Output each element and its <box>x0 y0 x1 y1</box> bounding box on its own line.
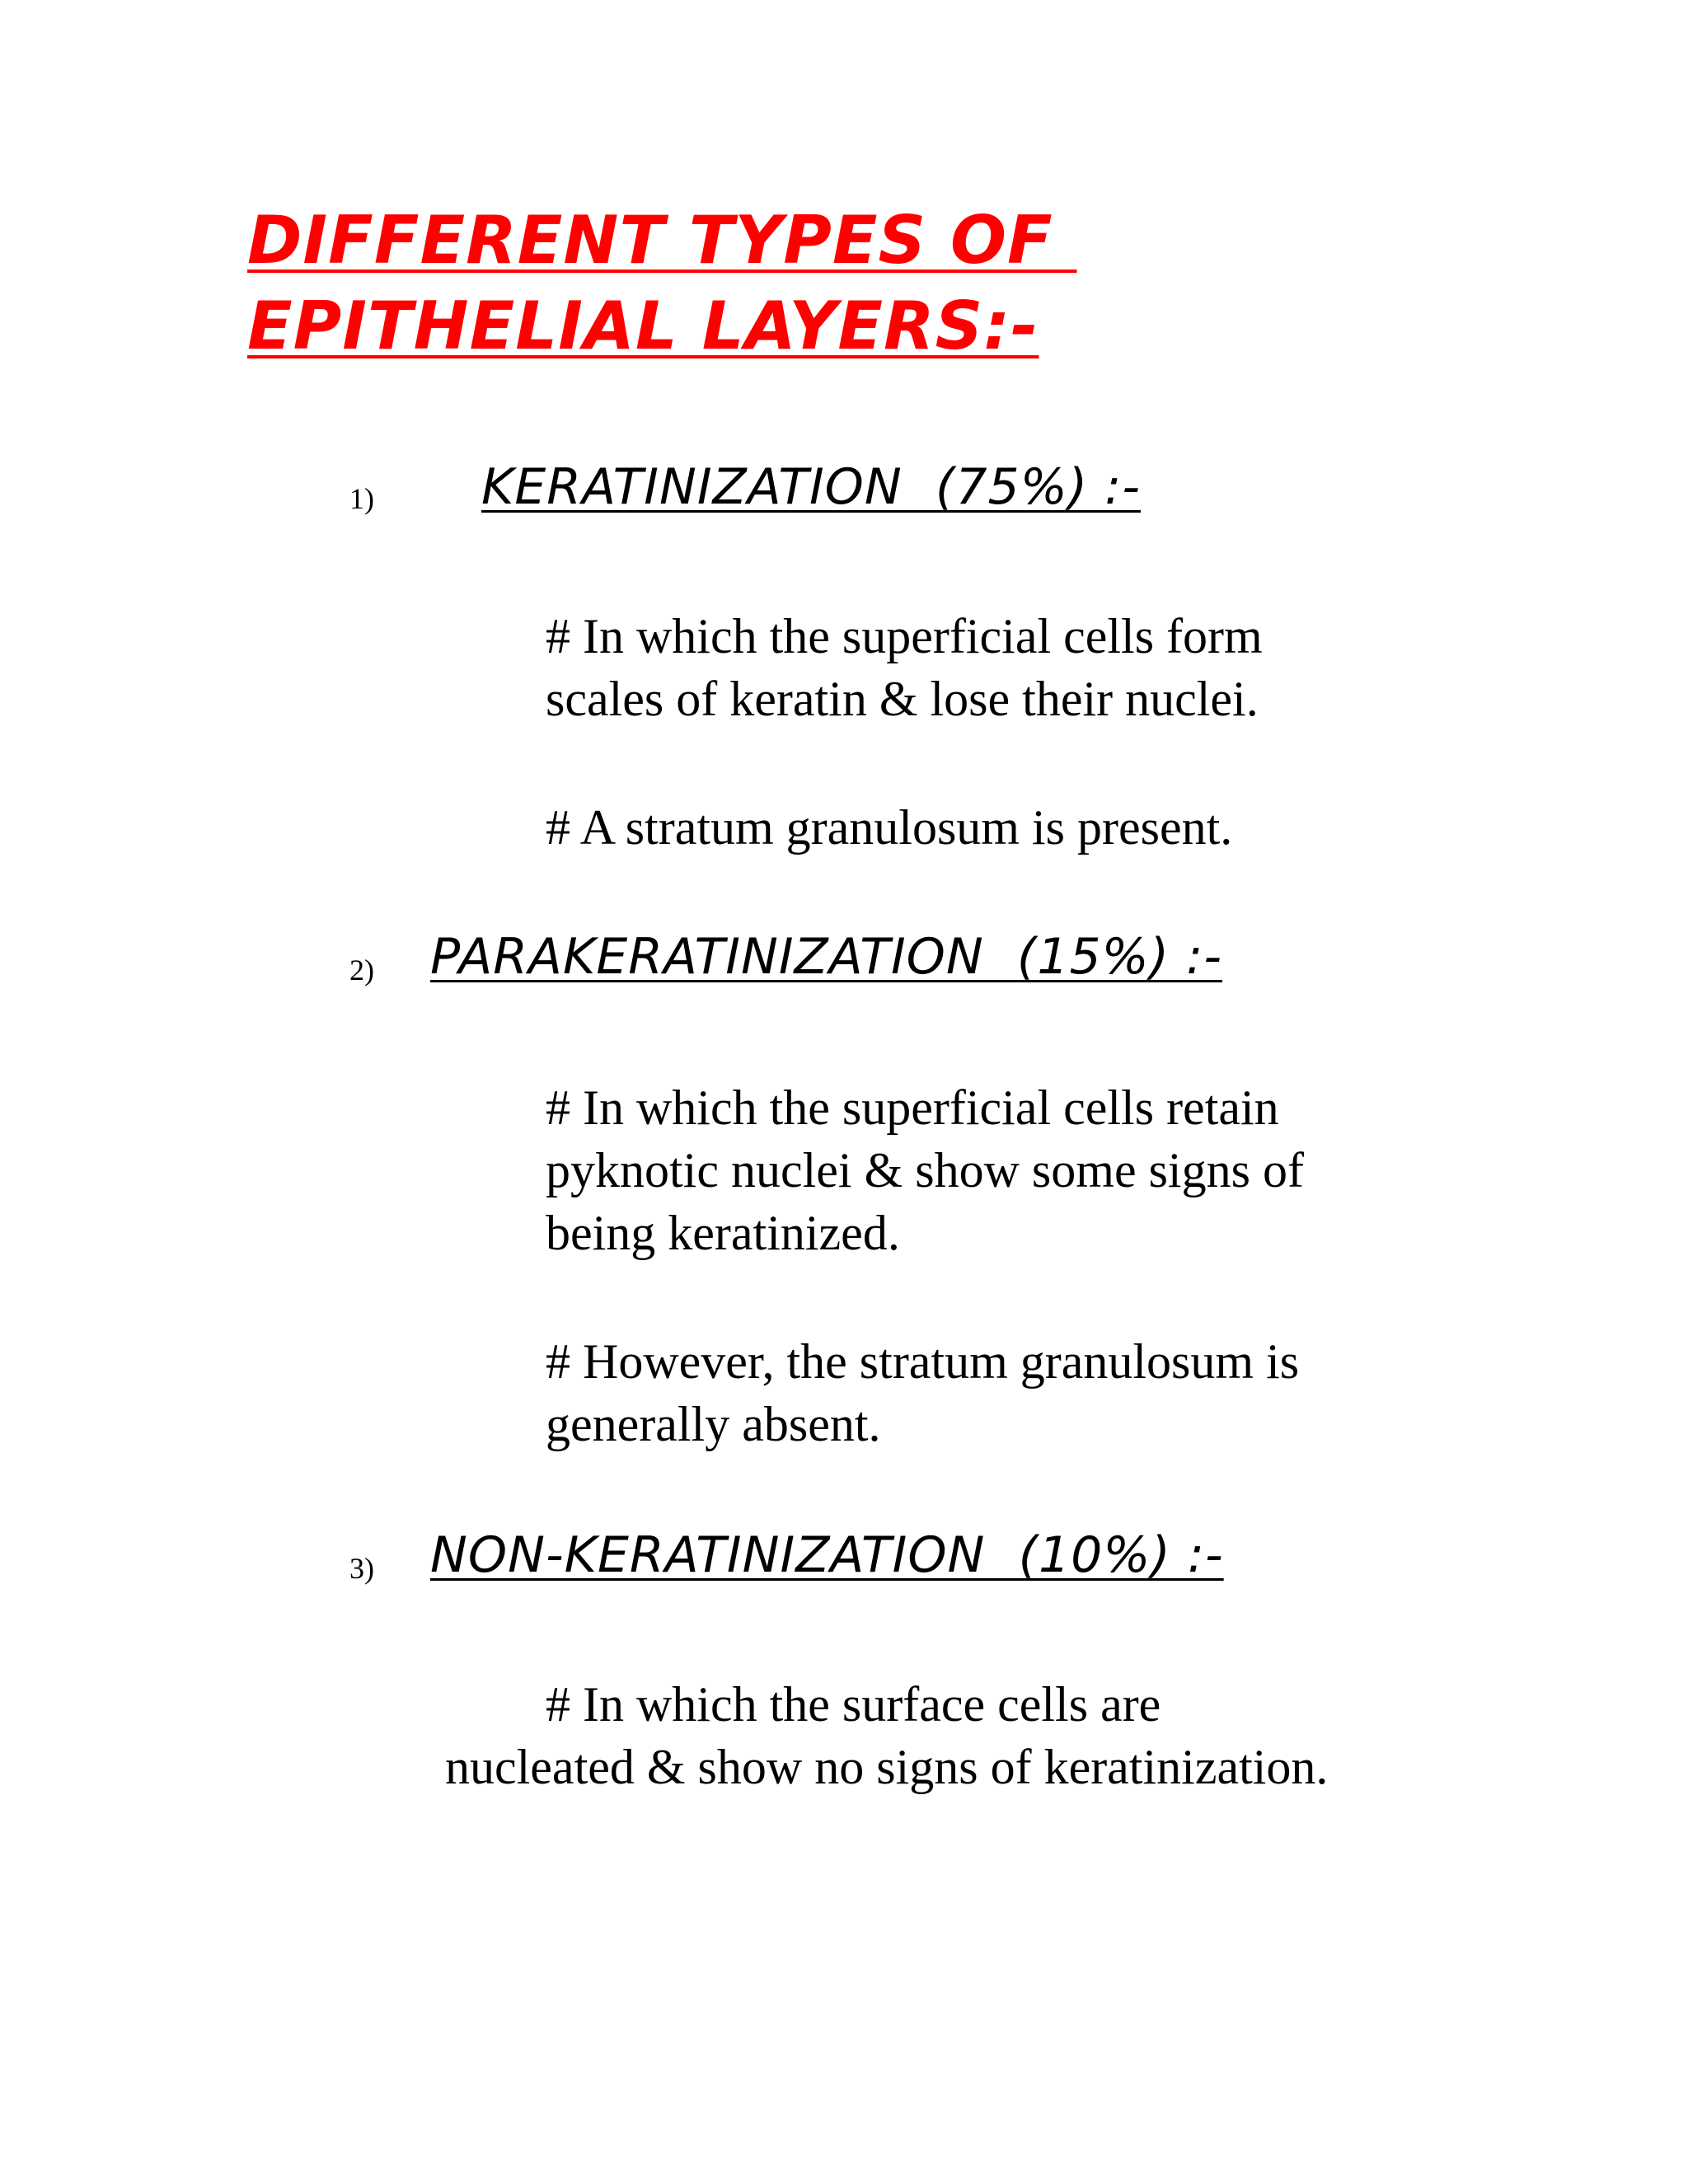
text-line: # In which the surface cells are <box>546 1677 1161 1732</box>
section-1-number: 1) <box>349 482 374 515</box>
text-line: generally absent. <box>546 1397 881 1451</box>
section-3-paragraph-1 <box>445 1673 1328 1798</box>
title-line-2: EPITHELIAL LAYERS:- <box>247 288 1039 364</box>
text-line: nucleated & show no signs of keratinization. <box>445 1740 1329 1794</box>
section-1-heading: KERATINIZATION (75%) :- <box>481 458 1142 516</box>
section-2-paragraph-1 <box>546 1076 1304 1264</box>
page-title <box>247 198 1077 369</box>
section-1-paragraph-1 <box>546 605 1263 730</box>
text-line: # However, the stratum granulosum is <box>546 1334 1300 1389</box>
section-3-number: 3) <box>349 1552 374 1585</box>
section-2-heading: PARAKERATINIZATION (15%) :- <box>430 928 1223 986</box>
text-line: # In which the superficial cells retain <box>546 1080 1279 1135</box>
text-line: pyknotic nuclei & show some signs of <box>546 1143 1304 1197</box>
text-line: scales of keratin & lose their nuclei. <box>546 672 1259 726</box>
text-line: being keratinized. <box>546 1206 900 1260</box>
section-1-paragraph-2 <box>546 796 1232 859</box>
section-2-paragraph-2 <box>546 1330 1299 1455</box>
text-line: # In which the superficial cells form <box>546 609 1263 663</box>
section-2-number: 2) <box>349 954 374 987</box>
section-3-heading: NON-KERATINIZATION (10%) :- <box>430 1526 1224 1584</box>
title-line-1: DIFFERENT TYPES OF <box>247 202 1077 279</box>
text-line: # A stratum granulosum is present. <box>546 800 1233 855</box>
